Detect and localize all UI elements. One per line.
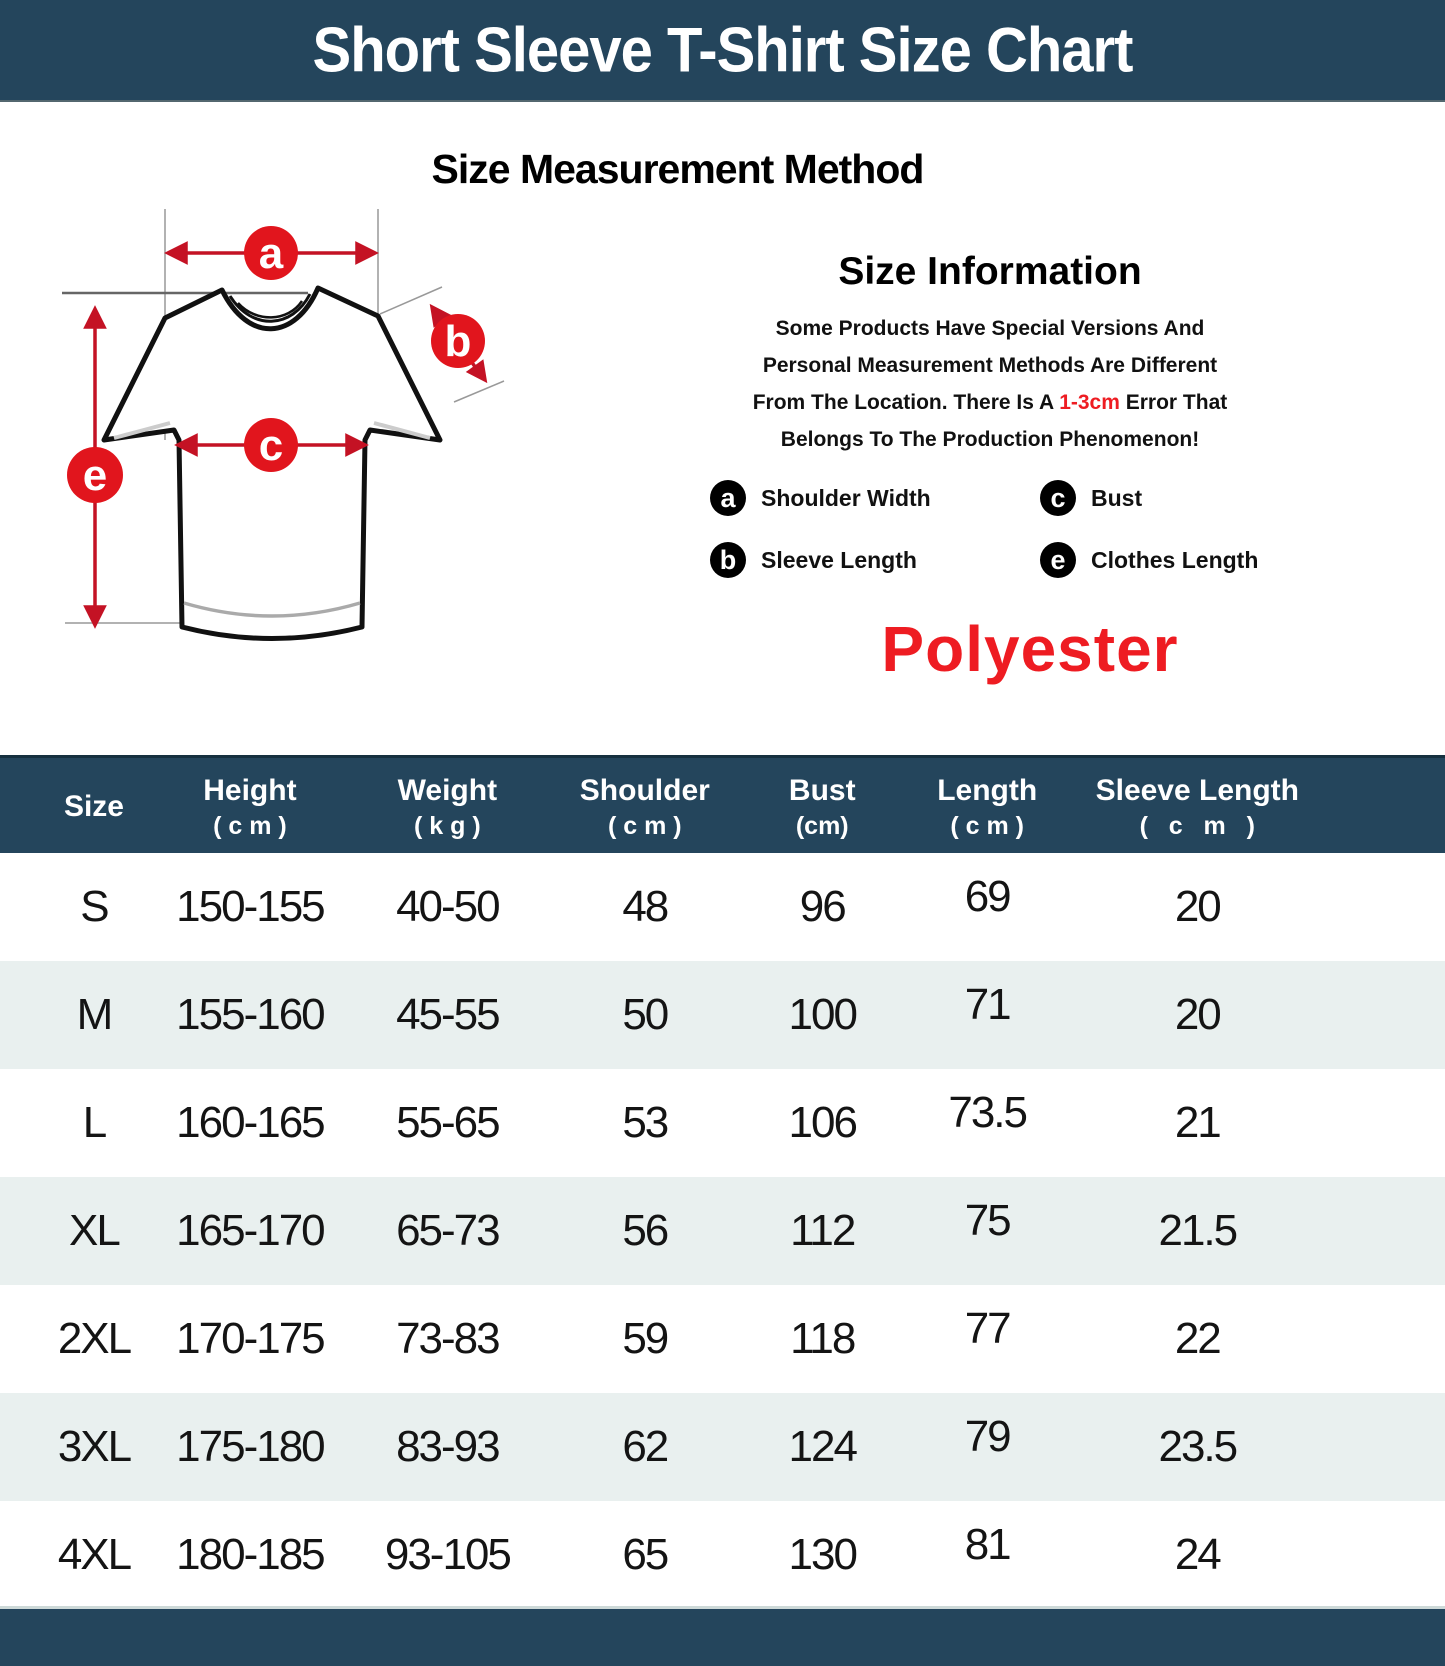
footer-bar [0,1606,1445,1666]
table-cell: 2XL [57,1314,131,1363]
table-cell: 24 [1174,1530,1220,1579]
info-text: Belongs To The Production Phenomenon! [780,428,1200,451]
table-cell: 69 [964,872,1010,921]
badge-c-letter: c [258,421,284,470]
legend-item-bust [1040,480,1340,516]
table-cell: 79 [964,1412,1010,1461]
table-cell: 124 [788,1422,856,1471]
table-cell: 77 [964,1304,1010,1353]
table-cell: 106 [788,1098,856,1147]
table-row [0,853,1445,961]
column-header: Size [63,790,124,823]
legend-label: Clothes Length [1091,546,1259,573]
info-text-line [670,384,1310,421]
table-cell: 155-160 [176,990,324,1039]
table-cell: 56 [622,1206,668,1255]
table-cell: 59 [622,1314,668,1363]
table-cell: 170-175 [176,1314,324,1363]
table-cell: 96 [799,882,845,931]
table-cell: 3XL [57,1422,131,1471]
table-cell: 118 [790,1314,855,1363]
table-cell: 75 [964,1196,1010,1245]
legend-label: Shoulder Width [761,484,931,511]
page-title: Short Sleeve T-Shirt Size Chart [312,14,1133,86]
table-cell: 23.5 [1158,1422,1237,1471]
table-cell: 150-155 [176,882,324,931]
table-cell: L [82,1098,106,1147]
legend-label: Sleeve Length [761,546,917,573]
measurement-method-heading: Size Measurement Method [431,146,924,192]
table-cell: 71 [964,980,1010,1029]
badge-e-letter: e [82,451,108,500]
info-text: Error That [1119,391,1228,414]
table-cell: 73.5 [948,1088,1026,1137]
table-cell: 180-185 [176,1530,324,1579]
info-text: Some Products Have Special Versions And [775,317,1205,340]
badge-a-letter: a [258,229,284,278]
table-cell: 20 [1174,990,1220,1039]
table-cell: 93-105 [384,1530,510,1579]
column-header: Length ( c m ) [937,773,1038,840]
material-label: Polyester [881,613,1179,685]
info-text: Personal Measurement Methods Are Different [762,354,1218,377]
legend-item-shoulder-width [710,480,1040,516]
table-cell: 81 [964,1520,1010,1569]
table-cell: 50 [622,990,668,1039]
table-cell: 175-180 [176,1422,324,1471]
size-information-block [670,250,1310,686]
table-cell: 65-73 [396,1206,499,1255]
info-text-line [670,347,1310,384]
table-cell: 40-50 [396,882,499,931]
info-text-line [670,421,1310,458]
legend-badge-c: c [1040,480,1076,516]
table-row [0,1069,1445,1177]
legend-item-clothes-length [1040,542,1340,578]
column-header: Sleeve Length ( c m ) [1095,773,1299,840]
badge-b-letter: b [444,317,472,366]
table-cell: 160-165 [176,1098,324,1147]
table-row [0,1177,1445,1285]
table-cell: M [76,990,112,1039]
tshirt-diagram-svg [40,195,530,645]
size-table-header [0,755,1445,856]
table-cell: 83-93 [396,1422,499,1471]
column-header: Height ( c m ) [203,773,297,840]
size-information-heading: Size Information [838,250,1142,293]
legend-item-sleeve-length [710,542,1040,578]
legend-label: Bust [1091,484,1143,511]
table-cell: 53 [622,1098,668,1147]
legend-badge-b: b [710,542,746,578]
column-header: Weight ( k g ) [397,773,498,840]
tolerance-value: 1-3cm [1059,391,1120,414]
table-cell: 48 [622,882,668,931]
table-cell: 20 [1174,882,1220,931]
table-row [0,1501,1445,1609]
table-cell: 21.5 [1158,1206,1237,1255]
table-cell: 100 [788,990,856,1039]
table-cell: S [80,882,108,931]
measurement-legend [710,480,1310,578]
table-cell: 22 [1174,1314,1220,1363]
table-cell: XL [69,1206,119,1255]
table-cell: 112 [790,1206,855,1255]
table-cell: 130 [788,1530,856,1579]
table-cell: 4XL [57,1530,131,1579]
table-cell: 62 [622,1422,668,1471]
table-cell: 55-65 [396,1098,499,1147]
size-table-body [0,853,1445,1609]
info-text-line [670,310,1310,347]
tshirt-measurement-diagram [40,195,530,645]
table-row [0,1285,1445,1393]
table-row [0,961,1445,1069]
title-bar [0,0,1445,102]
column-header: Bust (cm) [788,773,856,840]
table-cell: 45-55 [396,990,499,1039]
table-cell: 73-83 [396,1314,499,1363]
info-text: From The Location. There Is A [752,391,1060,414]
table-row [0,1393,1445,1501]
table-cell: 165-170 [176,1206,324,1255]
legend-badge-a: a [710,480,746,516]
legend-badge-e: e [1040,542,1076,578]
column-header: Shoulder ( c m ) [579,773,710,840]
table-cell: 21 [1174,1098,1220,1147]
table-cell: 65 [622,1530,668,1579]
size-table-header-row [0,758,1445,856]
